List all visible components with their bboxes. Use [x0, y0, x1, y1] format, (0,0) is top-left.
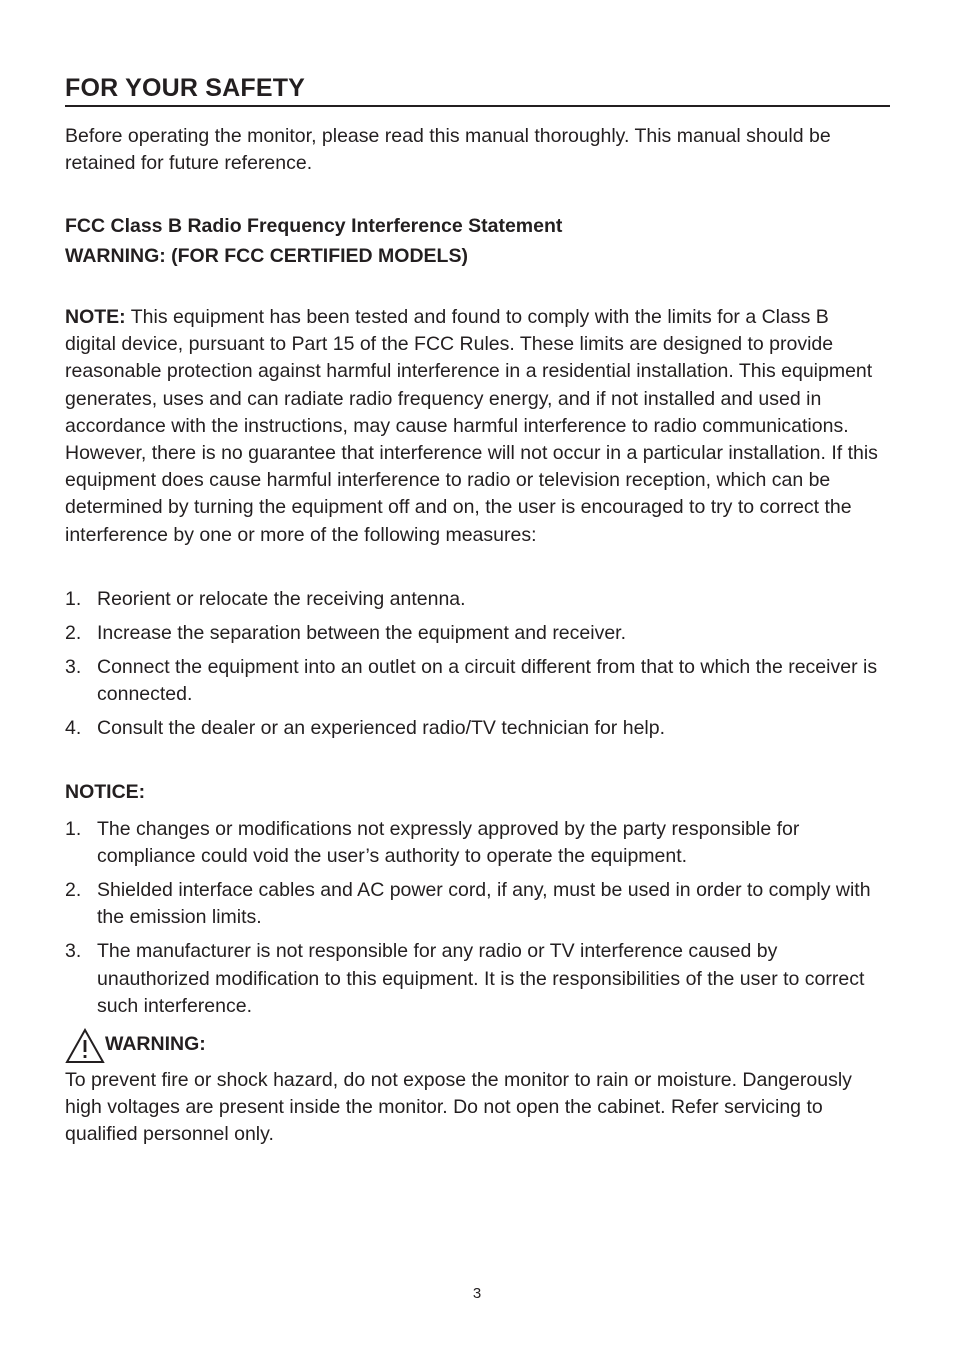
- list-item: [65, 620, 890, 647]
- note-text: This equipment has been tested and found to comply with the limits for a Class B digital device, pursuant to Part 15 of the FCC Rules. These limits are designed to provide reasonable protection against harmful interference in a residential installation. This equipment generates, uses and can radiate radio frequency energy, and if not installed and used in accordance with the instructions, may cause harmful interference to radio communications. However, there is no guarantee that interference will not occur in a particular installation. If this equipment does cause harmful interference to radio or television reception, which can be determined by turning the equipment off and on, the user is encouraged to try to correct the interference by one or more of the following measures:: [65, 306, 878, 546]
- list-item-text: Increase the separation between the equipment and receiver.: [97, 622, 627, 644]
- page-number: 3: [472, 1285, 482, 1302]
- note-label: NOTE:: [65, 306, 126, 328]
- notice-heading: NOTICE:: [65, 781, 146, 803]
- list-item-number: 2.: [65, 622, 82, 644]
- fcc-heading: [65, 211, 890, 271]
- list-item-number: 4.: [65, 717, 82, 740]
- measures-list: [65, 586, 890, 749]
- list-item: [65, 877, 890, 931]
- list-item: [65, 938, 890, 1020]
- note-paragraph: [65, 304, 885, 549]
- list-item-number: 1.: [65, 588, 82, 610]
- intro-paragraph: Before operating the monitor, please read this manual thoroughly. This manual should be retained for future reference.: [65, 125, 831, 175]
- list-item-number: 3.: [65, 940, 82, 963]
- warning-heading: [65, 1026, 206, 1064]
- list-item: [65, 816, 890, 870]
- fcc-heading-line1: FCC Class B Radio Frequency Interference Statement: [65, 215, 563, 237]
- list-item-text: Shielded interface cables and AC power cord, if any, must be used in order to comply with the emission limits.: [97, 879, 871, 929]
- fcc-heading-line2: WARNING: (FOR FCC CERTIFIED MODELS): [65, 245, 468, 267]
- list-item-number: 2.: [65, 879, 82, 902]
- list-item: [65, 586, 890, 613]
- list-item-text: Consult the dealer or an experienced radio/TV technician for help.: [97, 717, 666, 740]
- notice-list: [65, 816, 890, 1027]
- warning-label: WARNING:: [105, 1033, 206, 1055]
- warning-triangle-icon: [65, 1028, 105, 1064]
- list-item-number: 1.: [65, 818, 82, 840]
- list-item: [65, 654, 890, 708]
- warning-paragraph: To prevent fire or shock hazard, do not expose the monitor to rain or moisture. Dangerously high voltages are present inside the monitor. Do not open the cabinet. Refer servicing to qualified personnel only.: [65, 1069, 852, 1146]
- page-title: FOR YOUR SAFETY: [65, 72, 890, 107]
- list-item-number: 3.: [65, 656, 82, 678]
- list-item: [65, 715, 890, 742]
- list-item-text: Reorient or relocate the receiving antenna.: [97, 588, 466, 610]
- list-item-text: The manufacturer is not responsible for any radio or TV interference caused by unauthorized modification to this equipment. It is the responsibilities of the user to correct such interference.: [97, 940, 865, 1017]
- list-item-text: Connect the equipment into an outlet on a circuit different from that to which the receiver is connected.: [97, 656, 878, 706]
- list-item-text: The changes or modifications not expressly approved by the party responsible for compliance could void the user’s authority to operate the equipment.: [97, 818, 800, 868]
